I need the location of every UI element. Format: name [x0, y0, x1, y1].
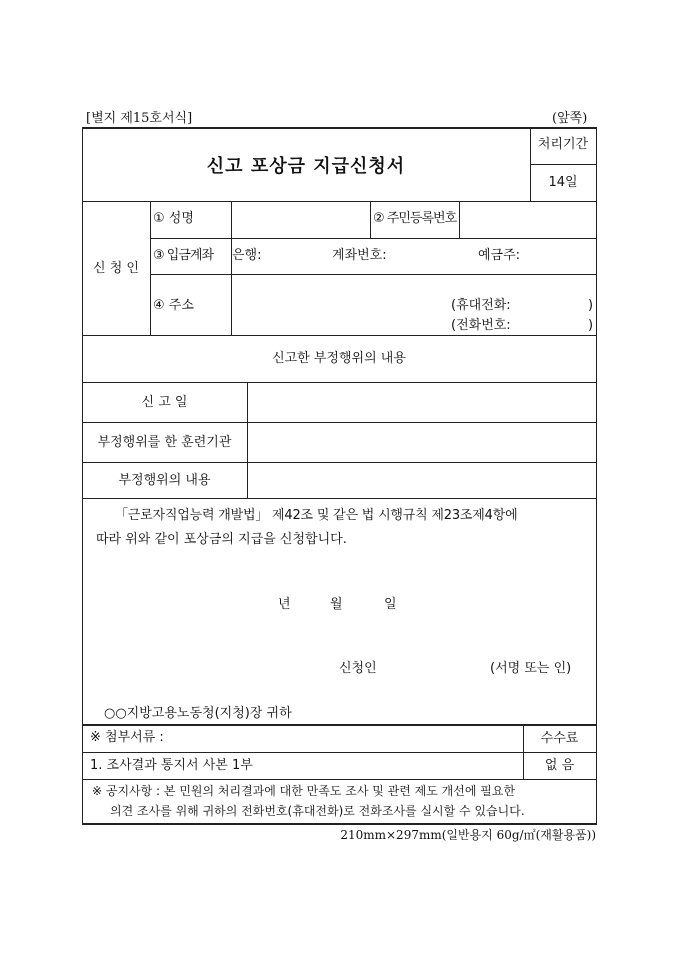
name-label: ① 성명 [153, 211, 194, 226]
bank-label[interactable]: 은행: [232, 248, 262, 263]
phone-close-paren: ) [588, 318, 594, 333]
addressee: ○○지방고용노동청(지청)장 귀하 [104, 706, 292, 721]
report-date-label: 신 고 일 [141, 395, 188, 410]
depositor-label[interactable]: 예금주: [478, 248, 521, 263]
paper-spec-footer: 210mm×297mm(일반용지 60g/㎡(재활용품)) [340, 828, 596, 842]
processing-period-value: 14일 [548, 175, 578, 190]
fee-value: 없 음 [544, 758, 575, 773]
mobile-close-paren: ) [588, 298, 594, 313]
report-section-title: 신고한 부정행위의 내용 [272, 351, 406, 366]
applicant-section-label: 신 청 인 [93, 261, 139, 276]
attachments-title: ※ 첨부서류 : [90, 730, 164, 745]
misconduct-content-label: 부정행위의 내용 [118, 473, 211, 488]
declaration-line-1: 「근로자직업능력 개발법」 제42조 및 같은 법 시행규칙 제23조제4항에 [115, 508, 518, 523]
notice-line-1: ※ 공지사항 : 본 민원의 처리결과에 대한 만족도 조사 및 관련 제도 개선에 필요한 [92, 784, 516, 798]
notice-line-2: 의견 조사를 위해 귀하의 전화번호(휴대전화)로 전화조사를 실시할 수 있습니다. [110, 804, 525, 818]
address-label: ④ 주소 [153, 298, 194, 313]
phone-label[interactable]: (전화번호: [451, 318, 511, 333]
fee-label: 수수료 [540, 731, 579, 746]
mobile-label[interactable]: (휴대전화: [451, 298, 511, 313]
declaration-line-2: 따라 위와 같이 포상금의 지급을 신청합니다. [96, 532, 347, 547]
form-title: 신고 포상금 지급신청서 [206, 156, 406, 177]
page-side-label: (앞쪽) [552, 111, 588, 126]
date-year-label[interactable]: 년 [278, 597, 291, 612]
date-day-label[interactable]: 일 [384, 597, 397, 612]
attachment-item-1: 1. 조사결과 통지서 사본 1부 [90, 758, 253, 773]
applicant-sign-label: 신청인 [339, 661, 377, 676]
account-label: ③ 입금계좌 [153, 248, 214, 263]
institution-label: 부정행위를 한 훈련기관 [97, 435, 232, 450]
processing-period-label: 처리기간 [537, 137, 589, 152]
form-number: [별지 제15호서식] [86, 111, 193, 126]
date-month-label[interactable]: 월 [330, 597, 343, 612]
signature-field[interactable]: (서명 또는 인) [490, 661, 572, 676]
account-number-label[interactable]: 계좌번호: [332, 248, 387, 263]
rrn-label: ② 주민등록번호 [373, 211, 457, 226]
